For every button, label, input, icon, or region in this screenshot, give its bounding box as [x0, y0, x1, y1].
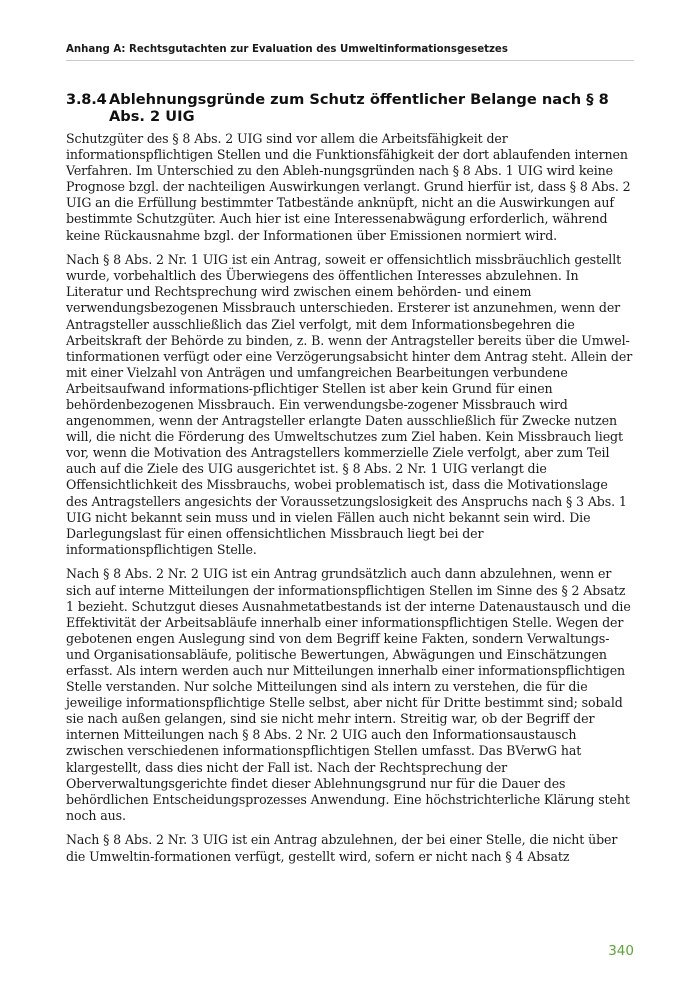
paragraph: Schutzgüter des § 8 Abs. 2 UIG sind vor allem die Arbeitsfähigkeit der informationspflichtigen Stellen und die Funktionsfähigkeit der dort ablaufenden internen Verfahren. Im Unterschied zu den Ableh-nungsgründen nach § 8 Abs. 1 UIG wird keine Prognose bzgl. der nachteiligen Auswirkungen verlangt. Grund hierfür ist, dass § 8 Abs. 2 UIG an die Erfüllung bestimmter Tatbestände anknüpft, nicht an die Auswirkungen auf bestimmte Schutzgüter. Auch hier ist eine Interessenabwägung erforderlich, während keine Rückausnahme bzgl. der Informationen über Emissionen normiert wird. — [66, 131, 631, 243]
page-number: 340 — [608, 943, 634, 959]
section-heading — [66, 92, 641, 125]
paragraph: Nach § 8 Abs. 2 Nr. 3 UIG ist ein Antrag abzulehnen, der bei einer Stelle, die nicht über die Umweltin-formationen verfügt, gestellt wird, sofern er nicht nach § 4 Absatz — [66, 832, 618, 864]
section-title: Ablehnungsgründe zum Schutz öffentlicher Belange nach § 8 Abs. 2 UIG — [109, 91, 609, 125]
section-number: 3.8.4 — [66, 91, 107, 108]
running-header: Anhang A: Rechtsgutachten zur Evaluation des Umweltinformationsgesetzes — [66, 44, 634, 61]
body-text — [66, 131, 633, 873]
paragraph: Nach § 8 Abs. 2 Nr. 2 UIG ist ein Antrag grundsätzlich auch dann abzulehnen, wenn er sich auf interne Mitteilungen der informationspflichtigen Stellen im Sinne des § 2 Absatz 1 bezieht. Schutzgut dieses Ausnahmetatbestands ist der interne Datenaustausch und die Effektivität der Arbeitsabläufe innerhalb einer informationspflichtigen Stelle. Wegen der gebotenen engen Auslegung sind von dem Begriff keine Fakten, sondern Verwaltungs- und Organisationsabläufe, politische Bewertungen, Abwägungen und Einschätzungen erfasst. Als intern werden auch nur Mitteilungen innerhalb einer informationspflichtigen Stelle verstanden. Nur solche Mitteilungen sind als intern zu verstehen, die für die jeweilige informationspflichtige Stelle selbst, aber nicht für Dritte bestimmt sind; sobald sie nach außen gelangen, sind sie nicht mehr intern. Streitig war, ob der Begriff der internen Mitteilungen nach § 8 Abs. 2 Nr. 2 UIG auch den Informationsaustausch zwischen verschiedenen informationspflichtigen Stellen umfasst. Das BVerwG hat klargestellt, dass dies nicht der Fall ist. Nach der Rechtsprechung der Oberverwaltungsgerichte findet dieser Ablehnungsgrund nur für die Dauer des behördlichen Entscheidungsprozesses Anwendung. Eine höchstrichterliche Klärung steht noch aus. — [66, 566, 631, 823]
paragraph: Nach § 8 Abs. 2 Nr. 1 UIG ist ein Antrag, soweit er offensichtlich missbräuchlich gestellt wurde, vorbehaltlich des Überwiegens des öffentlichen Interesses abzulehnen. In Literatur und Rechtsprechung wird zwischen einem behörden- und einem verwendungsbezogenen Missbrauch unterschieden. Ersterer ist anzunehmen, wenn der Antragsteller ausschließlich das Ziel verfolgt, mit dem Informationsbegehren die Arbeitskraft der Behörde zu binden, z. B. wenn der Antragsteller bereits über die Umwel-tinformationen verfügt oder eine Verzögerungsabsicht hinter dem Antrag steht. Allein der mit einer Vielzahl von Anträgen und umfangreichen Bearbeitungen verbundene Arbeitsaufwand informations-pflichtiger Stellen ist aber kein Grund für einen behördenbezogenen Missbrauch. Ein verwendungsbe-zogener Missbrauch wird angenommen, wenn der Antragsteller erlangte Daten ausschließlich für Zwecke nutzen will, die nicht die Förderung des Umweltschutzes zum Ziel haben. Kein Missbrauch liegt vor, wenn die Motivation des Antragstellers kommerzielle Ziele verfolgt, aber zum Teil auch auf die Ziele des UIG ausgerichtet ist. § 8 Abs. 2 Nr. 1 UIG verlangt die Offensichtlichkeit des Missbrauchs, wobei problematisch ist, dass die Motivationslage des Antragstellers angesichts der Voraussetzungslosigkeit des Anspruchs nach § 3 Abs. 1 UIG nicht bekannt sein muss und in vielen Fällen auch nicht bekannt sein wird. Die Darlegungslast für einen offensichtlichen Missbrauch liegt bei der informationspflichtigen Stelle. — [66, 252, 633, 557]
